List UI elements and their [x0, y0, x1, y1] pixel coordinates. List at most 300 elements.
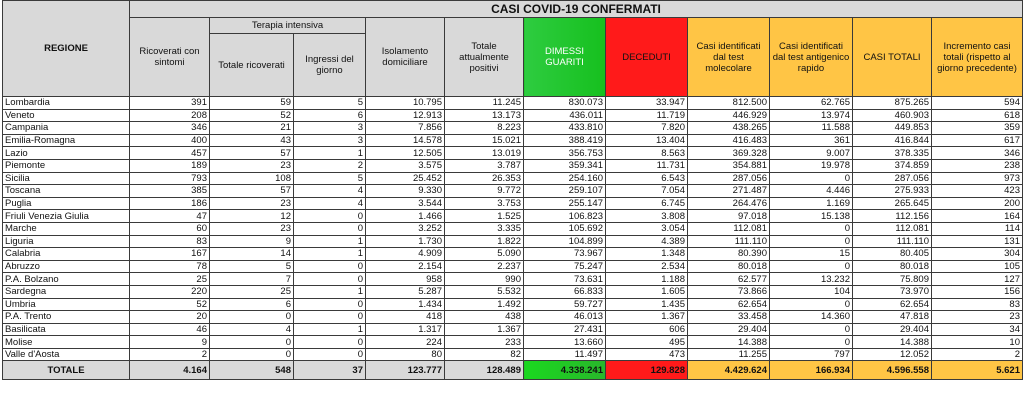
antigenico-cell: 0: [770, 222, 853, 235]
header-positivi: Totale attualmente positivi: [445, 18, 524, 97]
ingressi-cell: 0: [294, 348, 366, 361]
ricoverati-cell: 385: [130, 185, 210, 198]
ingressi-cell: 3: [294, 122, 366, 135]
incremento-cell: 2: [932, 348, 1023, 361]
header-antigenico: Casi identificati dal test antigenico rapido: [770, 18, 853, 97]
table-row: [3, 222, 1023, 235]
casi-totali-cell: 875.265: [853, 97, 932, 110]
ricoverati-cell: 20: [130, 311, 210, 324]
molecolare-cell: 369.328: [688, 147, 770, 160]
region-name: Toscana: [3, 185, 130, 198]
ricoverati-cell: 78: [130, 260, 210, 273]
isolamento-cell: 3.544: [366, 197, 445, 210]
dimessi-cell: 106.823: [524, 210, 606, 223]
molecolare-cell: 287.056: [688, 172, 770, 185]
total-ingressi: 37: [294, 361, 366, 380]
dimessi-cell: 59.727: [524, 298, 606, 311]
ingressi-cell: 0: [294, 273, 366, 286]
antigenico-cell: 11.588: [770, 122, 853, 135]
header-totale-ricoverati: Totale ricoverati: [210, 34, 294, 97]
deceduti-cell: 7.820: [606, 122, 688, 135]
total-deceduti: 129.828: [606, 361, 688, 380]
antigenico-cell: 13.974: [770, 109, 853, 122]
deceduti-cell: 13.404: [606, 134, 688, 147]
isolamento-cell: 12.913: [366, 109, 445, 122]
isolamento-cell: 1.730: [366, 235, 445, 248]
region-name: Valle d'Aosta: [3, 348, 130, 361]
ingressi-cell: 1: [294, 147, 366, 160]
casi-totali-cell: 265.645: [853, 197, 932, 210]
positivi-cell: 1.822: [445, 235, 524, 248]
deceduti-cell: 1.367: [606, 311, 688, 324]
header-terapia-intensiva: Terapia intensiva: [210, 18, 366, 34]
terapia-cell: 12: [210, 210, 294, 223]
ricoverati-cell: 189: [130, 159, 210, 172]
ricoverati-cell: 47: [130, 210, 210, 223]
deceduti-cell: 606: [606, 323, 688, 336]
isolamento-cell: 10.795: [366, 97, 445, 110]
header-isolamento: Isolamento domiciliare: [366, 18, 445, 97]
table-row: [3, 248, 1023, 261]
total-positivi: 128.489: [445, 361, 524, 380]
casi-totali-cell: 416.844: [853, 134, 932, 147]
incremento-cell: 618: [932, 109, 1023, 122]
deceduti-cell: 2.534: [606, 260, 688, 273]
total-dimessi: 4.338.241: [524, 361, 606, 380]
positivi-cell: 13.019: [445, 147, 524, 160]
positivi-cell: 8.223: [445, 122, 524, 135]
antigenico-cell: 0: [770, 235, 853, 248]
terapia-cell: 0: [210, 348, 294, 361]
incremento-cell: 114: [932, 222, 1023, 235]
antigenico-cell: 15.138: [770, 210, 853, 223]
positivi-cell: 1.525: [445, 210, 524, 223]
incremento-cell: 127: [932, 273, 1023, 286]
region-name: Sicilia: [3, 172, 130, 185]
dimessi-cell: 13.660: [524, 336, 606, 349]
incremento-cell: 10: [932, 336, 1023, 349]
molecolare-cell: 446.929: [688, 109, 770, 122]
isolamento-cell: 224: [366, 336, 445, 349]
ricoverati-cell: 25: [130, 273, 210, 286]
terapia-cell: 59: [210, 97, 294, 110]
dimessi-cell: 73.967: [524, 248, 606, 261]
dimessi-cell: 254.160: [524, 172, 606, 185]
ricoverati-cell: 220: [130, 285, 210, 298]
region-name: P.A. Bolzano: [3, 273, 130, 286]
covid-cases-table: [2, 0, 1023, 380]
ingressi-cell: 1: [294, 235, 366, 248]
header-incremento: Incremento casi totali (rispetto al giorno precedente): [932, 18, 1023, 97]
casi-totali-cell: 112.081: [853, 222, 932, 235]
casi-totali-cell: 12.052: [853, 348, 932, 361]
positivi-cell: 5.090: [445, 248, 524, 261]
positivi-cell: 82: [445, 348, 524, 361]
totals-label: TOTALE: [3, 361, 130, 380]
ricoverati-cell: 400: [130, 134, 210, 147]
casi-totali-cell: 275.933: [853, 185, 932, 198]
positivi-cell: 9.772: [445, 185, 524, 198]
ricoverati-cell: 2: [130, 348, 210, 361]
deceduti-cell: 8.563: [606, 147, 688, 160]
table-row: [3, 348, 1023, 361]
casi-totali-cell: 449.853: [853, 122, 932, 135]
molecolare-cell: 812.500: [688, 97, 770, 110]
ingressi-cell: 4: [294, 185, 366, 198]
header-casi-totali: CASI TOTALI: [853, 18, 932, 97]
dimessi-cell: 433.810: [524, 122, 606, 135]
terapia-cell: 52: [210, 109, 294, 122]
deceduti-cell: 11.719: [606, 109, 688, 122]
positivi-cell: 3.787: [445, 159, 524, 172]
terapia-cell: 57: [210, 147, 294, 160]
isolamento-cell: 25.452: [366, 172, 445, 185]
antigenico-cell: 13.232: [770, 273, 853, 286]
isolamento-cell: 5.287: [366, 285, 445, 298]
casi-totali-cell: 460.903: [853, 109, 932, 122]
incremento-cell: 238: [932, 159, 1023, 172]
molecolare-cell: 112.081: [688, 222, 770, 235]
header-regione: REGIONE: [3, 1, 130, 97]
positivi-cell: 5.532: [445, 285, 524, 298]
molecolare-cell: 62.654: [688, 298, 770, 311]
dimessi-cell: 11.497: [524, 348, 606, 361]
dimessi-cell: 66.833: [524, 285, 606, 298]
terapia-cell: 9: [210, 235, 294, 248]
isolamento-cell: 1.434: [366, 298, 445, 311]
table-title: CASI COVID-19 CONFERMATI: [130, 1, 1023, 18]
isolamento-cell: 12.505: [366, 147, 445, 160]
deceduti-cell: 495: [606, 336, 688, 349]
table-row: [3, 336, 1023, 349]
table-row: [3, 172, 1023, 185]
isolamento-cell: 14.578: [366, 134, 445, 147]
incremento-cell: 423: [932, 185, 1023, 198]
antigenico-cell: 62.765: [770, 97, 853, 110]
positivi-cell: 1.367: [445, 323, 524, 336]
molecolare-cell: 73.866: [688, 285, 770, 298]
positivi-cell: 11.245: [445, 97, 524, 110]
incremento-cell: 83: [932, 298, 1023, 311]
casi-totali-cell: 29.404: [853, 323, 932, 336]
total-ricoverati: 4.164: [130, 361, 210, 380]
casi-totali-cell: 374.859: [853, 159, 932, 172]
ingressi-cell: 0: [294, 311, 366, 324]
region-name: Calabria: [3, 248, 130, 261]
ingressi-cell: 0: [294, 298, 366, 311]
antigenico-cell: 19.978: [770, 159, 853, 172]
header-ingressi: Ingressi del giorno: [294, 34, 366, 97]
casi-totali-cell: 47.818: [853, 311, 932, 324]
terapia-cell: 43: [210, 134, 294, 147]
terapia-cell: 23: [210, 159, 294, 172]
positivi-cell: 15.021: [445, 134, 524, 147]
deceduti-cell: 4.389: [606, 235, 688, 248]
terapia-cell: 14: [210, 248, 294, 261]
terapia-cell: 21: [210, 122, 294, 135]
ingressi-cell: 1: [294, 285, 366, 298]
region-name: Abruzzo: [3, 260, 130, 273]
table-row: [3, 147, 1023, 160]
table-row: [3, 311, 1023, 324]
isolamento-cell: 2.154: [366, 260, 445, 273]
region-name: Campania: [3, 122, 130, 135]
ricoverati-cell: 83: [130, 235, 210, 248]
ricoverati-cell: 52: [130, 298, 210, 311]
dimessi-cell: 105.692: [524, 222, 606, 235]
region-name: Puglia: [3, 197, 130, 210]
total-isolamento: 123.777: [366, 361, 445, 380]
ricoverati-cell: 186: [130, 197, 210, 210]
incremento-cell: 131: [932, 235, 1023, 248]
antigenico-cell: 1.169: [770, 197, 853, 210]
ingressi-cell: 0: [294, 210, 366, 223]
deceduti-cell: 11.731: [606, 159, 688, 172]
molecolare-cell: 111.110: [688, 235, 770, 248]
dimessi-cell: 830.073: [524, 97, 606, 110]
casi-totali-cell: 14.388: [853, 336, 932, 349]
ricoverati-cell: 346: [130, 122, 210, 135]
table-row: [3, 210, 1023, 223]
molecolare-cell: 271.487: [688, 185, 770, 198]
ingressi-cell: 1: [294, 248, 366, 261]
total-casi: 4.596.558: [853, 361, 932, 380]
incremento-cell: 105: [932, 260, 1023, 273]
region-name: Sardegna: [3, 285, 130, 298]
table-row: [3, 109, 1023, 122]
molecolare-cell: 14.388: [688, 336, 770, 349]
isolamento-cell: 1.466: [366, 210, 445, 223]
molecolare-cell: 29.404: [688, 323, 770, 336]
casi-totali-cell: 111.110: [853, 235, 932, 248]
dimessi-cell: 255.147: [524, 197, 606, 210]
region-name: Piemonte: [3, 159, 130, 172]
total-antigenico: 166.934: [770, 361, 853, 380]
dimessi-cell: 75.247: [524, 260, 606, 273]
region-name: Umbria: [3, 298, 130, 311]
isolamento-cell: 4.909: [366, 248, 445, 261]
terapia-cell: 0: [210, 311, 294, 324]
antigenico-cell: 14.360: [770, 311, 853, 324]
incremento-cell: 164: [932, 210, 1023, 223]
molecolare-cell: 80.018: [688, 260, 770, 273]
total-molecolare: 4.429.624: [688, 361, 770, 380]
antigenico-cell: 9.007: [770, 147, 853, 160]
incremento-cell: 617: [932, 134, 1023, 147]
ingressi-cell: 2: [294, 159, 366, 172]
molecolare-cell: 354.881: [688, 159, 770, 172]
header-dimessi: DIMESSI GUARITI: [524, 18, 606, 97]
isolamento-cell: 7.856: [366, 122, 445, 135]
region-name: Liguria: [3, 235, 130, 248]
region-name: Basilicata: [3, 323, 130, 336]
casi-totali-cell: 80.405: [853, 248, 932, 261]
totals-row: [3, 361, 1023, 380]
positivi-cell: 438: [445, 311, 524, 324]
incremento-cell: 304: [932, 248, 1023, 261]
dimessi-cell: 356.753: [524, 147, 606, 160]
table-row: [3, 97, 1023, 110]
deceduti-cell: 1.188: [606, 273, 688, 286]
ingressi-cell: 6: [294, 109, 366, 122]
dimessi-cell: 359.341: [524, 159, 606, 172]
ricoverati-cell: 46: [130, 323, 210, 336]
ingressi-cell: 0: [294, 260, 366, 273]
molecolare-cell: 264.476: [688, 197, 770, 210]
header-ricoverati: Ricoverati con sintomi: [130, 18, 210, 97]
positivi-cell: 3.753: [445, 197, 524, 210]
incremento-cell: 34: [932, 323, 1023, 336]
incremento-cell: 200: [932, 197, 1023, 210]
region-name: Marche: [3, 222, 130, 235]
isolamento-cell: 958: [366, 273, 445, 286]
incremento-cell: 359: [932, 122, 1023, 135]
isolamento-cell: 80: [366, 348, 445, 361]
region-name: Friuli Venezia Giulia: [3, 210, 130, 223]
region-name: Lombardia: [3, 97, 130, 110]
ricoverati-cell: 167: [130, 248, 210, 261]
casi-totali-cell: 73.970: [853, 285, 932, 298]
ricoverati-cell: 60: [130, 222, 210, 235]
molecolare-cell: 62.577: [688, 273, 770, 286]
terapia-cell: 5: [210, 260, 294, 273]
antigenico-cell: 104: [770, 285, 853, 298]
positivi-cell: 13.173: [445, 109, 524, 122]
antigenico-cell: 0: [770, 336, 853, 349]
table-row: [3, 185, 1023, 198]
region-name: Molise: [3, 336, 130, 349]
table-row: [3, 285, 1023, 298]
positivi-cell: 3.335: [445, 222, 524, 235]
molecolare-cell: 438.265: [688, 122, 770, 135]
molecolare-cell: 97.018: [688, 210, 770, 223]
incremento-cell: 973: [932, 172, 1023, 185]
table-row: [3, 197, 1023, 210]
ricoverati-cell: 793: [130, 172, 210, 185]
terapia-cell: 7: [210, 273, 294, 286]
casi-totali-cell: 75.809: [853, 273, 932, 286]
deceduti-cell: 33.947: [606, 97, 688, 110]
positivi-cell: 2.237: [445, 260, 524, 273]
ingressi-cell: 4: [294, 197, 366, 210]
casi-totali-cell: 378.335: [853, 147, 932, 160]
table-row: [3, 298, 1023, 311]
table-row: [3, 323, 1023, 336]
antigenico-cell: 0: [770, 323, 853, 336]
ricoverati-cell: 457: [130, 147, 210, 160]
header-deceduti: DECEDUTI: [606, 18, 688, 97]
dimessi-cell: 73.631: [524, 273, 606, 286]
isolamento-cell: 3.575: [366, 159, 445, 172]
positivi-cell: 1.492: [445, 298, 524, 311]
terapia-cell: 0: [210, 336, 294, 349]
molecolare-cell: 33.458: [688, 311, 770, 324]
deceduti-cell: 6.745: [606, 197, 688, 210]
dimessi-cell: 104.899: [524, 235, 606, 248]
header-molecolare: Casi identificati dal test molecolare: [688, 18, 770, 97]
total-incremento: 5.621: [932, 361, 1023, 380]
dimessi-cell: 388.419: [524, 134, 606, 147]
dimessi-cell: 46.013: [524, 311, 606, 324]
isolamento-cell: 3.252: [366, 222, 445, 235]
molecolare-cell: 416.483: [688, 134, 770, 147]
antigenico-cell: 797: [770, 348, 853, 361]
incremento-cell: 23: [932, 311, 1023, 324]
dimessi-cell: 27.431: [524, 323, 606, 336]
isolamento-cell: 418: [366, 311, 445, 324]
antigenico-cell: 4.446: [770, 185, 853, 198]
table-row: [3, 122, 1023, 135]
table-row: [3, 260, 1023, 273]
antigenico-cell: 0: [770, 298, 853, 311]
dimessi-cell: 259.107: [524, 185, 606, 198]
table-row: [3, 273, 1023, 286]
isolamento-cell: 1.317: [366, 323, 445, 336]
deceduti-cell: 7.054: [606, 185, 688, 198]
positivi-cell: 233: [445, 336, 524, 349]
terapia-cell: 108: [210, 172, 294, 185]
region-name: Veneto: [3, 109, 130, 122]
ingressi-cell: 0: [294, 336, 366, 349]
table-row: [3, 235, 1023, 248]
deceduti-cell: 473: [606, 348, 688, 361]
incremento-cell: 346: [932, 147, 1023, 160]
deceduti-cell: 6.543: [606, 172, 688, 185]
deceduti-cell: 3.808: [606, 210, 688, 223]
region-name: P.A. Trento: [3, 311, 130, 324]
molecolare-cell: 11.255: [688, 348, 770, 361]
terapia-cell: 25: [210, 285, 294, 298]
terapia-cell: 4: [210, 323, 294, 336]
region-name: Emilia-Romagna: [3, 134, 130, 147]
positivi-cell: 990: [445, 273, 524, 286]
dimessi-cell: 436.011: [524, 109, 606, 122]
incremento-cell: 156: [932, 285, 1023, 298]
deceduti-cell: 1.435: [606, 298, 688, 311]
ingressi-cell: 0: [294, 222, 366, 235]
ricoverati-cell: 208: [130, 109, 210, 122]
incremento-cell: 594: [932, 97, 1023, 110]
ingressi-cell: 5: [294, 172, 366, 185]
ricoverati-cell: 9: [130, 336, 210, 349]
casi-totali-cell: 287.056: [853, 172, 932, 185]
antigenico-cell: 361: [770, 134, 853, 147]
casi-totali-cell: 112.156: [853, 210, 932, 223]
table-row: [3, 159, 1023, 172]
casi-totali-cell: 62.654: [853, 298, 932, 311]
table-body: [3, 97, 1023, 361]
table-row: [3, 134, 1023, 147]
terapia-cell: 23: [210, 222, 294, 235]
molecolare-cell: 80.390: [688, 248, 770, 261]
deceduti-cell: 1.348: [606, 248, 688, 261]
ingressi-cell: 5: [294, 97, 366, 110]
ingressi-cell: 3: [294, 134, 366, 147]
deceduti-cell: 3.054: [606, 222, 688, 235]
terapia-cell: 57: [210, 185, 294, 198]
antigenico-cell: 0: [770, 172, 853, 185]
isolamento-cell: 9.330: [366, 185, 445, 198]
positivi-cell: 26.353: [445, 172, 524, 185]
terapia-cell: 6: [210, 298, 294, 311]
antigenico-cell: 0: [770, 260, 853, 273]
terapia-cell: 23: [210, 197, 294, 210]
deceduti-cell: 1.605: [606, 285, 688, 298]
total-terapia: 548: [210, 361, 294, 380]
ricoverati-cell: 391: [130, 97, 210, 110]
region-name: Lazio: [3, 147, 130, 160]
antigenico-cell: 15: [770, 248, 853, 261]
